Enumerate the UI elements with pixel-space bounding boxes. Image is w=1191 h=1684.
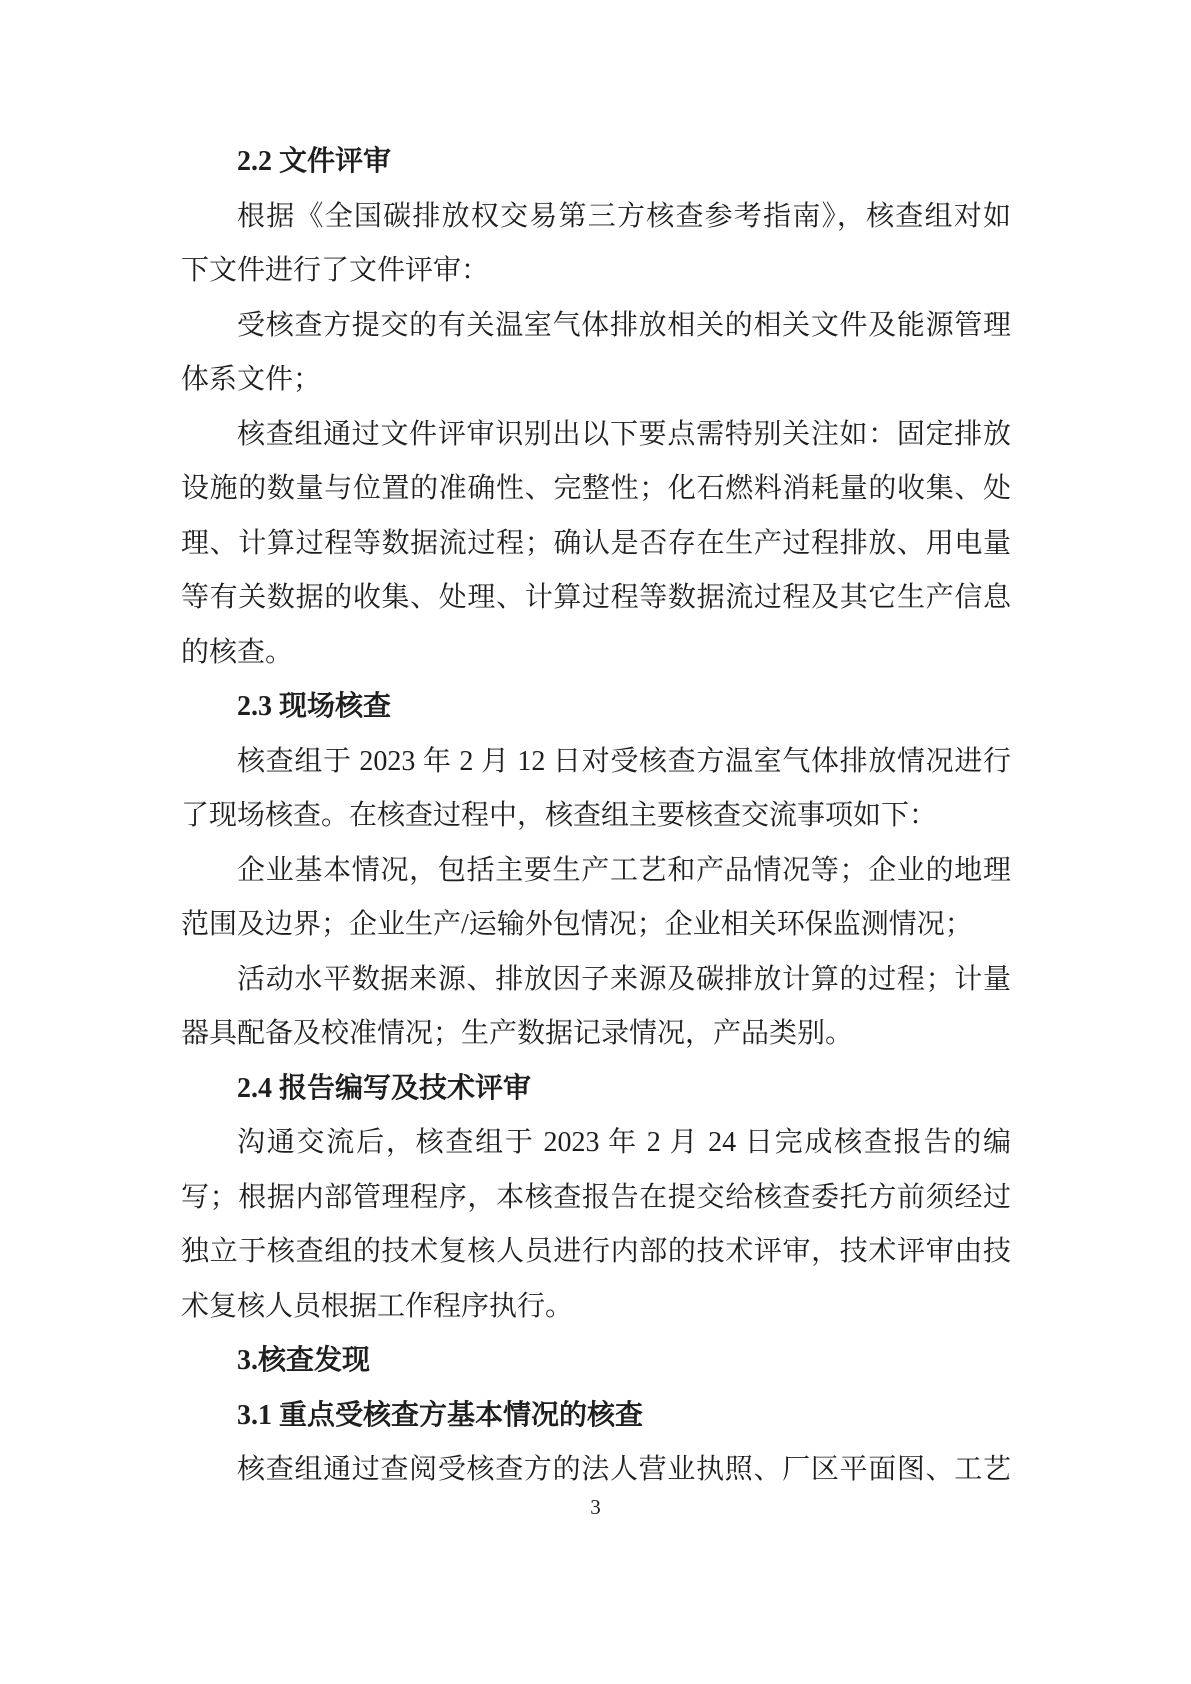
page-content [181,135,1011,1498]
paragraph-line: 器具配备及校准情况；生产数据记录情况，产品类别。 [181,1018,854,1049]
paragraph-line: 设施的数量与位置的准确性、完整性；化石燃料消耗量的收集、处 [181,473,1011,504]
paragraph-line: 体系文件； [181,364,322,395]
paragraph-line: 沟通交流后，核查组于 2023 年 2 月 24 日完成核查报告的编 [237,1127,1011,1158]
paragraph-line: 根据《全国碳排放权交易第三方核查参考指南》，核查组对如 [237,200,1011,232]
paragraph-line: 下文件进行了文件评审： [181,255,490,286]
paragraph-line: 企业基本情况，包括主要生产工艺和产品情况等；企业的地理 [237,854,1011,886]
paragraph-line: 理、计算过程等数据流过程；确认是否存在生产过程排放、用电量 [181,527,1011,559]
paragraph-line: 核查组通过文件评审识别出以下要点需特别关注如：固定排放 [237,418,1011,450]
paragraph-line: 受核查方提交的有关温室气体排放相关的相关文件及能源管理 [237,309,1011,341]
paragraph-line: 范围及边界；企业生产/运输外包情况；企业相关环保监测情况； [181,909,973,940]
paragraph-line: 的核查。 [181,636,294,668]
paragraph-line: 术复核人员根据工作程序执行。 [181,1290,574,1322]
section-heading: 2.4 报告编写及技术评审 [237,1072,532,1104]
section-heading: 3.核查发现 [237,1345,371,1376]
paragraph-line: 等有关数据的收集、处理、计算过程等数据流过程及其它生产信息 [181,582,1011,613]
paragraph-line: 独立于核查组的技术复核人员进行内部的技术评审，技术评审由技 [181,1236,1011,1267]
paragraph-line: 写；根据内部管理程序，本核查报告在提交给核查委托方前须经过 [181,1181,1011,1213]
section-heading: 3.1 重点受核查方基本情况的核查 [237,1399,644,1431]
section-heading: 2.3 现场核查 [237,691,392,722]
paragraph-line: 了现场核查。在核查过程中，核查组主要核查交流事项如下： [181,800,938,831]
paragraph-line: 核查组于 2023 年 2 月 12 日对受核查方温室气体排放情况进行 [237,745,1011,777]
page-number: 3 [590,1495,601,1519]
paragraph-line: 核查组通过查阅受核查方的法人营业执照、厂区平面图、工艺 [237,1454,1011,1485]
paragraph-line: 活动水平数据来源、排放因子来源及碳排放计算的过程；计量 [237,963,1011,995]
section-heading: 2.2 文件评审 [237,146,392,177]
